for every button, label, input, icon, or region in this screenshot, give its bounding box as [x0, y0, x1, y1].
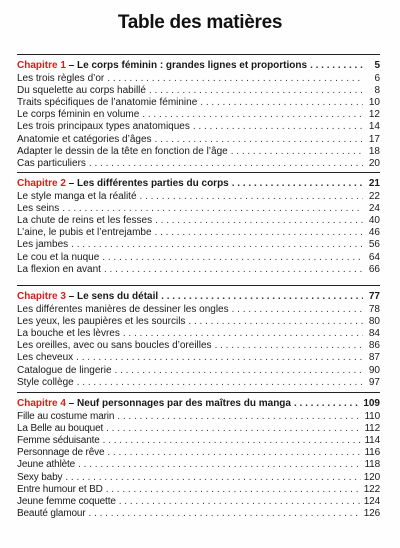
page-number: 12 [368, 109, 380, 121]
toc-entry[interactable] [17, 227, 380, 239]
page-number: 87 [368, 352, 380, 364]
dot-leader [232, 304, 363, 316]
dot-leader [188, 316, 363, 328]
page-number: 14 [368, 121, 380, 133]
page-number: 78 [368, 304, 380, 316]
entry-title: Anatomie et catégories d’âges [17, 133, 152, 145]
page-number: 46 [368, 227, 380, 239]
page-title: Table des matières [117, 12, 283, 33]
chapter-title: Neuf personnages par des maîtres du manga [77, 398, 291, 409]
dot-leader [149, 85, 363, 97]
page-number: 22 [368, 191, 380, 203]
page-number: 17 [368, 133, 380, 145]
entry-title: Jeune athlète [17, 459, 76, 471]
page-number: 21 [368, 178, 380, 189]
chapter-label: Chapitre 4 [17, 398, 66, 409]
dot-leader [71, 239, 363, 251]
dot-leader [78, 459, 361, 471]
page-number: 66 [368, 263, 380, 275]
chapter-divider [17, 172, 380, 173]
entry-title: L’aine, le pubis et l’entrejambe [17, 227, 152, 239]
dot-leader [310, 60, 363, 72]
dot-leader [102, 252, 363, 264]
chapter-2-section [17, 172, 380, 276]
toc-entry[interactable] [17, 496, 380, 508]
page-number: 126 [363, 507, 380, 519]
toc-entry[interactable] [17, 365, 380, 377]
toc-entry[interactable] [17, 97, 380, 109]
dot-leader [106, 484, 361, 496]
chapter-heading[interactable]: Chapitre 2 – Les différentes parties du corps . . . 21 [17, 178, 380, 190]
dot-leader [104, 264, 363, 276]
dot-leader [62, 203, 363, 215]
dot-leader [155, 215, 363, 227]
page-number: 116 [364, 447, 380, 459]
page-number: 118 [364, 459, 380, 471]
page-number: 122 [363, 483, 380, 495]
page-number: 20 [368, 157, 380, 169]
page-number: 84 [368, 328, 380, 340]
dot-leader [103, 435, 362, 447]
chapter-label: Chapitre 1 [17, 60, 66, 71]
toc-entry[interactable] [17, 484, 380, 496]
toc-entry[interactable] [17, 377, 380, 389]
entry-title: La flexion en avant [17, 263, 101, 275]
toc-entry[interactable] [17, 316, 380, 328]
chapter-label: Chapitre 2 [17, 178, 66, 189]
dot-leader [76, 352, 363, 364]
entry-title: Les trois règles d’or [17, 73, 105, 85]
dot-leader [200, 97, 363, 109]
toc-entry[interactable] [17, 146, 380, 158]
page-number: 10 [368, 97, 380, 109]
toc-entry[interactable] [17, 203, 380, 215]
entry-title: Fille au costume marin [17, 411, 115, 423]
chapter-divider [17, 285, 380, 286]
dot-leader [155, 227, 363, 239]
toc-entry[interactable] [17, 304, 380, 316]
dot-leader [119, 496, 361, 508]
entry-title: Style collège [17, 376, 74, 388]
entry-title: Personnage de rêve [17, 447, 105, 459]
chapter-4-section [17, 392, 380, 520]
chapter-heading[interactable]: Chapitre 1 – Le corps féminin : grandes lignes et proportions . . . 5 [17, 60, 380, 72]
dot-leader [155, 134, 363, 146]
dot-leader [117, 411, 361, 423]
entry-title: Les trois principaux types anatomiques [17, 121, 190, 133]
page-number: 80 [368, 316, 380, 328]
toc-entry[interactable] [17, 121, 380, 133]
dot-leader [142, 109, 363, 121]
entry-title: Beauté glamour [17, 507, 86, 519]
toc-entry[interactable] [17, 423, 380, 435]
page-number: 114 [364, 435, 380, 447]
page-number: 90 [368, 364, 380, 376]
dot-leader [294, 398, 360, 410]
entry-title: Traits spécifiques de l’anatomie féminine [17, 97, 198, 109]
toc-entry[interactable] [17, 134, 380, 146]
page-number: 120 [363, 471, 380, 483]
entry-title: Le style manga et la réalité [17, 191, 137, 203]
page-number: 124 [363, 495, 380, 507]
toc-entry[interactable] [17, 158, 380, 170]
toc-entry[interactable] [17, 239, 380, 251]
entry-title: Le cou et la nuque [17, 251, 100, 263]
toc-entry[interactable] [17, 472, 380, 484]
page-number: 6 [374, 73, 380, 85]
page-number: 56 [368, 239, 380, 251]
toc-entry[interactable] [17, 328, 380, 340]
dot-leader [115, 365, 363, 377]
page-number: 109 [363, 398, 380, 409]
entry-title: Le corps féminin en volume [17, 109, 140, 121]
chapter-1-section [17, 54, 380, 170]
entry-title: Sexy baby [17, 471, 63, 483]
entry-title: Les différentes manières de dessiner les ongles [17, 304, 229, 316]
page-number: 110 [364, 411, 380, 423]
page-number: 112 [364, 423, 380, 435]
entry-title: Les yeux, les paupières et les sourcils [17, 316, 186, 328]
dot-leader [232, 178, 363, 190]
entry-title: La chute de reins et les fesses [17, 215, 153, 227]
chapter-divider [17, 392, 380, 393]
dot-leader [161, 291, 363, 303]
toc-entry[interactable] [17, 73, 380, 85]
entry-title: Les cheveux [17, 352, 74, 364]
chapter-title: Le sens du détail [77, 291, 159, 302]
entry-title: Catalogue de lingerie [17, 364, 112, 376]
toc-entry[interactable] [17, 411, 380, 423]
chapter-divider [17, 54, 380, 55]
toc-entry[interactable] [17, 459, 380, 471]
toc-entry[interactable] [17, 447, 380, 459]
entry-title: La bouche et les lèvres [17, 328, 120, 340]
dot-leader [77, 377, 363, 389]
entry-title: Les oreilles, avec ou sans boucles d’oreilles [17, 340, 212, 352]
dot-leader [65, 472, 360, 484]
toc-entry[interactable] [17, 191, 380, 203]
chapter-title: Les différentes parties du corps [77, 178, 229, 189]
entry-title: Adapter le dessin de la tête en fonction de l’âge [17, 145, 228, 157]
toc-entry[interactable] [17, 264, 380, 276]
toc-entry[interactable] [17, 85, 380, 97]
dot-leader [140, 191, 363, 203]
toc-entry[interactable] [17, 215, 380, 227]
dot-leader [231, 146, 363, 158]
entry-title: Jeune femme coquette [17, 495, 116, 507]
dot-leader [106, 423, 361, 435]
dot-leader [89, 508, 361, 520]
entry-title: Les jambes [17, 239, 69, 251]
toc-entry[interactable] [17, 435, 380, 447]
chapter-label: Chapitre 3 [17, 291, 66, 302]
entry-title: Femme séduisante [17, 435, 100, 447]
entry-title: Cas particuliers [17, 157, 86, 169]
dot-leader [193, 121, 363, 133]
page-number: 64 [368, 251, 380, 263]
entry-title: La Belle au bouquet [17, 423, 104, 435]
page-number: 24 [368, 203, 380, 215]
dot-leader [215, 340, 363, 352]
page-number: 40 [368, 215, 380, 227]
toc-entry[interactable] [17, 508, 380, 520]
dot-leader [89, 158, 363, 170]
page-number: 77 [368, 291, 380, 302]
page-number: 97 [368, 376, 380, 388]
dot-leader [107, 447, 361, 459]
entry-title: Les seins [17, 203, 60, 215]
page-number: 18 [368, 145, 380, 157]
toc-entry[interactable] [17, 340, 380, 352]
entry-title: Du squelette au corps habillé [17, 85, 146, 97]
chapter-3-section [17, 285, 380, 389]
dot-leader [123, 328, 363, 340]
page-number: 5 [374, 60, 380, 71]
chapter-heading[interactable]: Chapitre 3 – Le sens du détail . . . 77 [17, 291, 380, 303]
page-number: 8 [374, 85, 380, 97]
chapter-title: Le corps féminin : grandes lignes et proportions [77, 60, 308, 71]
toc-entry[interactable] [17, 109, 380, 121]
entry-title: Entre humour et BD [17, 483, 103, 495]
toc-entry[interactable] [17, 252, 380, 264]
toc-entry[interactable] [17, 352, 380, 364]
dot-leader [107, 73, 363, 85]
chapter-heading[interactable]: Chapitre 4 – Neuf personnages par des maîtres du manga . . . 109 [17, 398, 380, 410]
page-number: 86 [368, 340, 380, 352]
